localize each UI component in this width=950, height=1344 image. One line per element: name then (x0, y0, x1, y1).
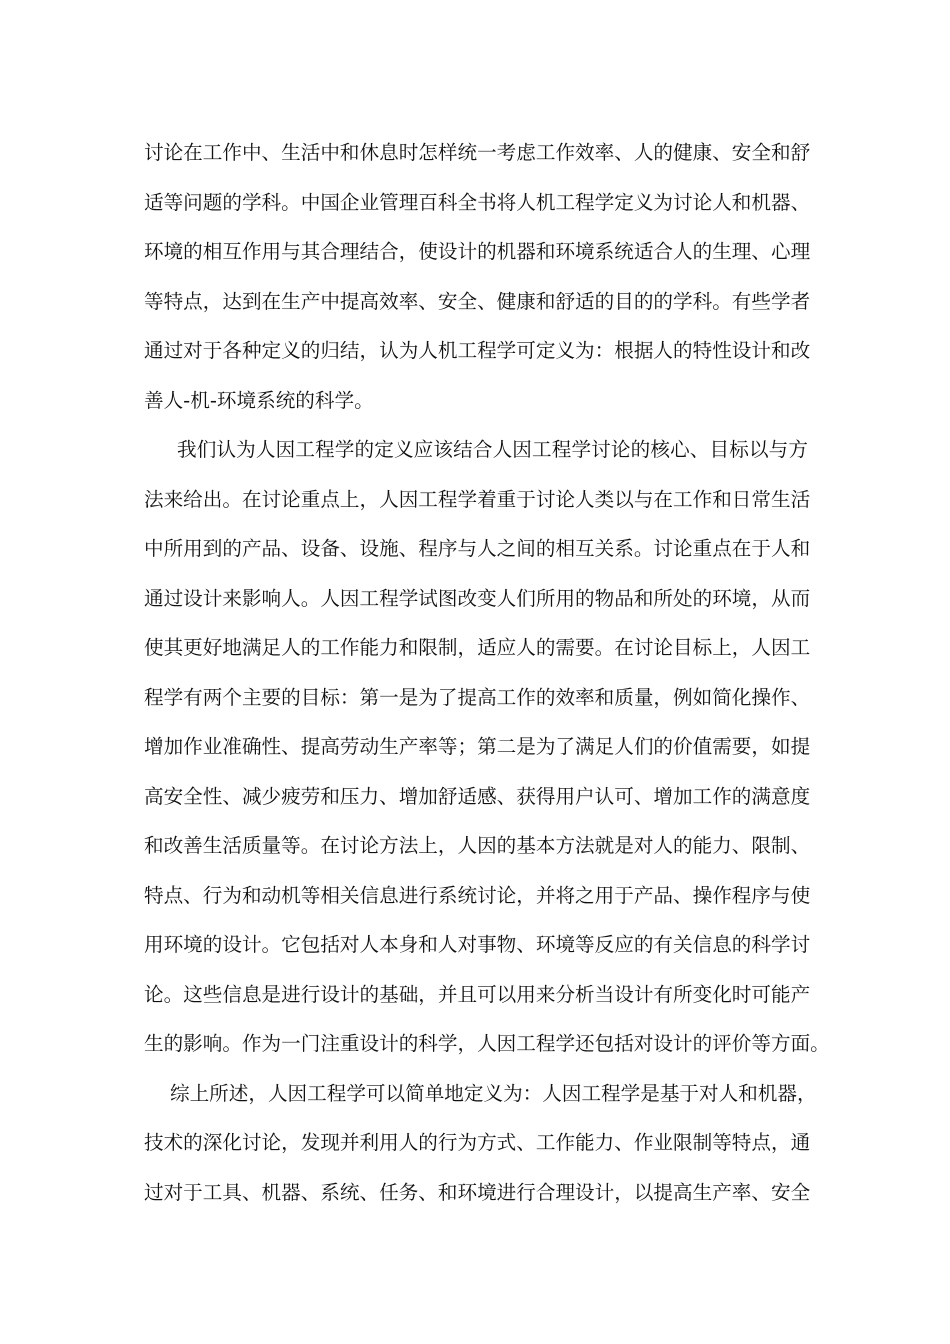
text-line: 特点、行为和动机等相关信息进行系统讨论，并将之用于产品、操作程序与使 (144, 883, 811, 907)
paragraph-definitions (144, 128, 811, 425)
text-line: 通过对于各种定义的归结，认为人机工程学可定义为：根据人的特性设计和改 (144, 339, 811, 362)
text-line: 使其更好地满足人的工作能力和限制，适应人的需要。在讨论目标上，人因工 (144, 636, 811, 659)
text-line: 综上所述，人因工程学可以简单地定义为：人因工程学是基于对人和机器， (170, 1081, 817, 1105)
text-line: 生的影响。作为一门注重设计的科学，人因工程学还包括对设计的评价等方面。 (144, 1032, 830, 1055)
text-line: 和改善生活质量等。在讨论方法上，人因的基本方法就是对人的能力、限制、 (144, 834, 811, 857)
document-body (144, 128, 830, 1217)
text-line: 等特点，达到在生产中提高效率、安全、健康和舒适的目的的学科。有些学者 (144, 289, 811, 313)
text-line: 增加作业准确性、提高劳动生产率等；第二是为了满足人们的价值需要，如提 (144, 735, 811, 758)
paragraph-summary (144, 1069, 817, 1218)
text-line: 法来给出。在讨论重点上，人因工程学着重于讨论人类以与在工作和日常生活 (144, 487, 811, 511)
text-line: 善人-机-环境系统的科学。 (144, 388, 374, 412)
text-line: 过对于工具、机器、系统、任务、和环境进行合理设计，以提高生产率、安全 (144, 1180, 811, 1204)
paragraph-our-view (144, 425, 830, 1069)
text-line: 程学有两个主要的目标：第一是为了提高工作的效率和质量，例如简化操作、 (144, 685, 811, 709)
text-line: 中所用到的产品、设备、设施、程序与人之间的相互关系。讨论重点在于人和 (144, 537, 811, 560)
text-line: 高安全性、减少疲劳和压力、增加舒适感、获得用户认可、增加工作的满意度 (144, 784, 811, 808)
text-line: 论。这些信息是进行设计的基础，并且可以用来分析当设计有所变化时可能产 (144, 982, 811, 1006)
text-line: 适等问题的学科。中国企业管理百科全书将人机工程学定义为讨论人和机器、 (144, 190, 811, 214)
text-line: 环境的相互作用与其合理结合，使设计的机器和环境系统适合人的生理、心理 (144, 240, 811, 263)
text-line: 技术的深化讨论，发现并利用人的行为方式、工作能力、作业限制等特点，通 (144, 1131, 811, 1154)
text-line: 通过设计来影响人。人因工程学试图改变人们所用的物品和所处的环境，从而 (144, 586, 811, 610)
text-line: 我们认为人因工程学的定义应该结合人因工程学讨论的核心、目标以与方 (177, 438, 808, 461)
text-line: 讨论在工作中、生活中和休息时怎样统一考虑工作效率、人的健康、安全和舒 (144, 141, 811, 164)
text-line: 用环境的设计。它包括对人本身和人对事物、环境等反应的有关信息的科学讨 (144, 933, 811, 956)
